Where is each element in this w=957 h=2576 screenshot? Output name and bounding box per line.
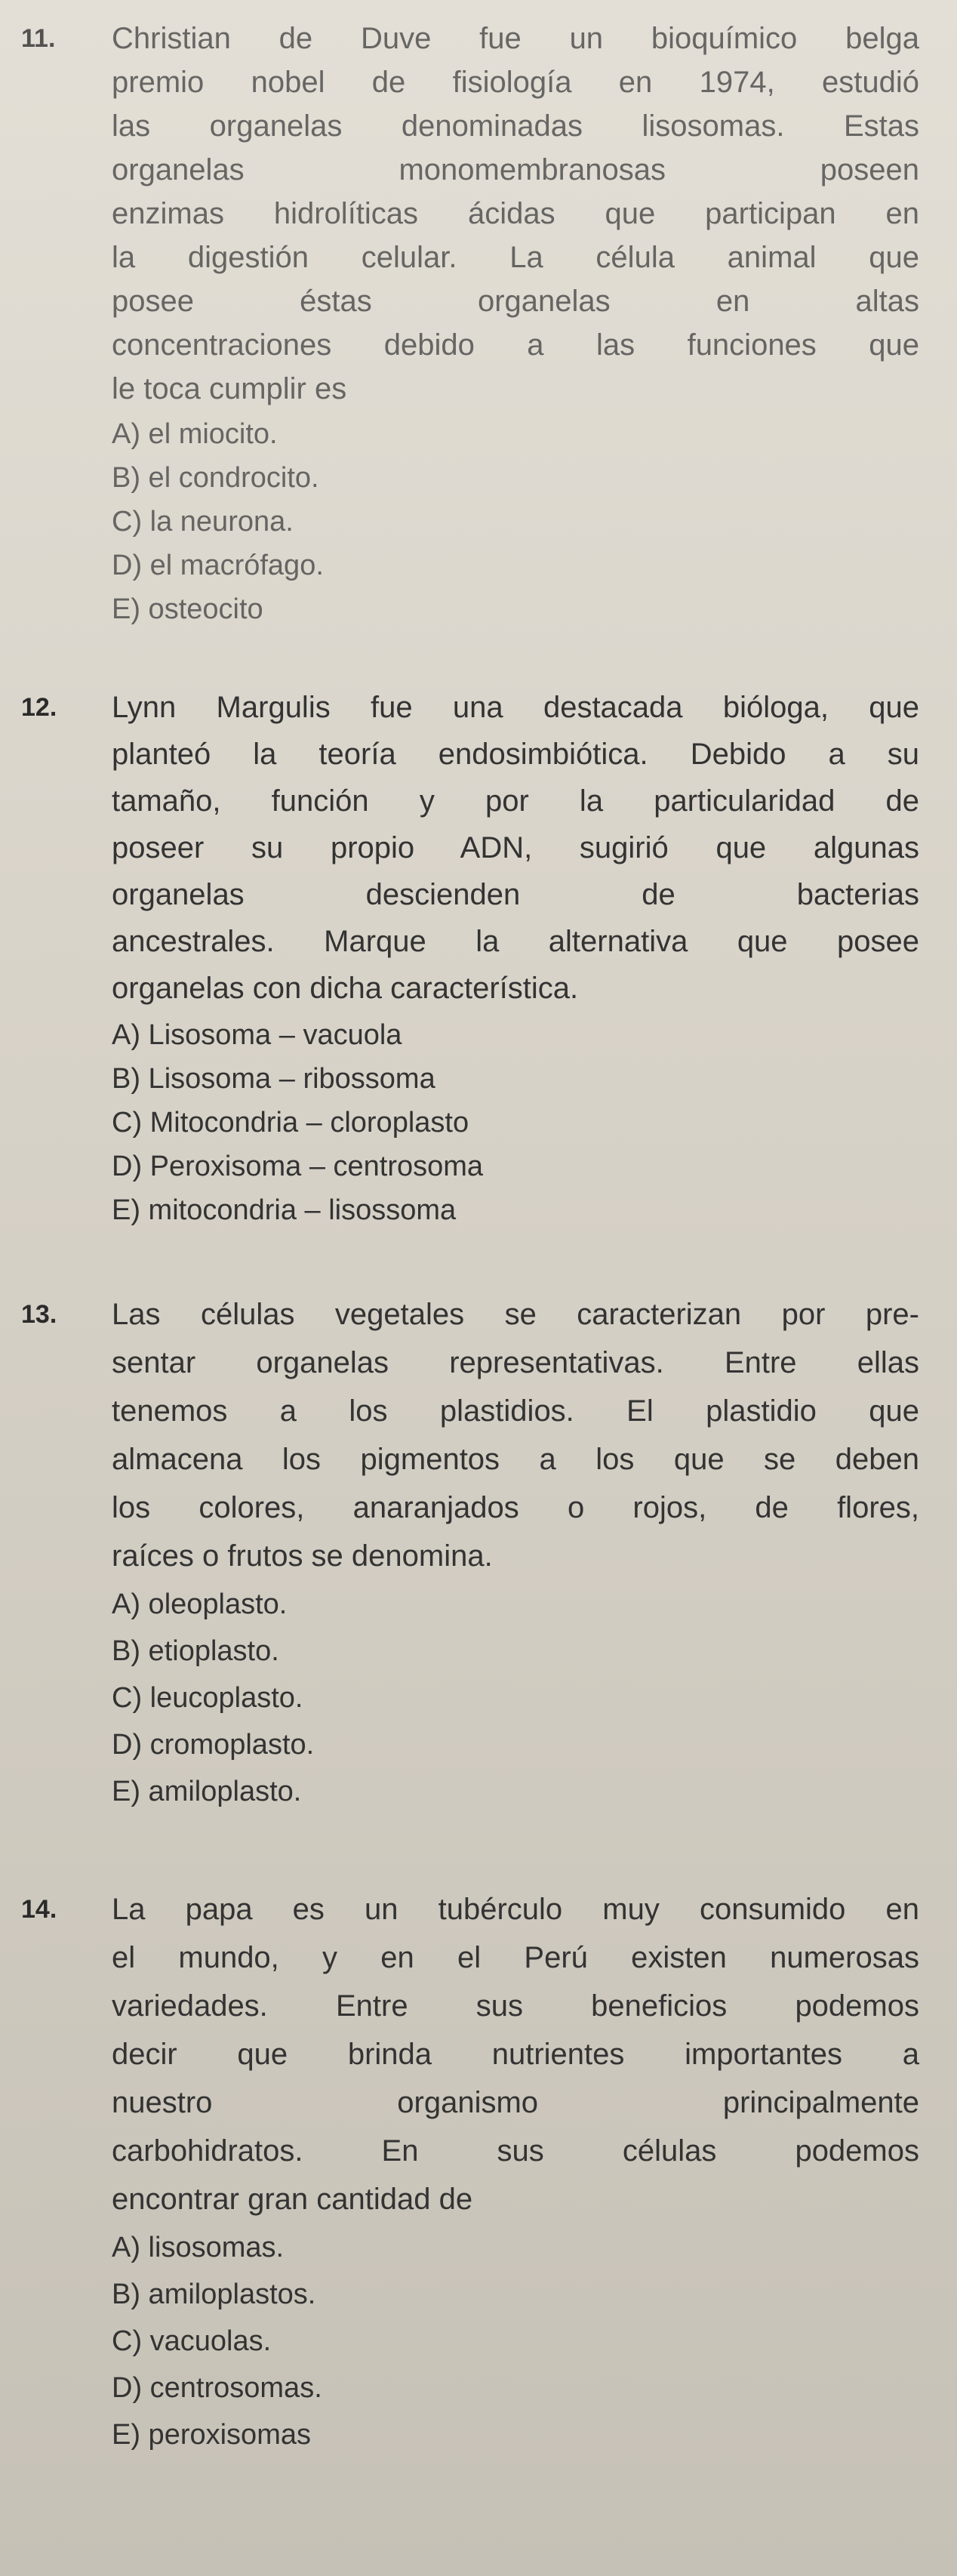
question-text-line: le toca cumplir es: [112, 372, 347, 405]
answer-option-e[interactable]: E) peroxisomas: [112, 2419, 311, 2451]
question-text-line: enzimas hidrolíticas ácidas que participan en: [112, 197, 919, 230]
question-text-line: Christian de Duve fue un bioquímico belga: [112, 22, 919, 55]
question-number: 12.: [21, 693, 57, 722]
question-number: 11.: [21, 24, 56, 53]
answer-option-d[interactable]: D) Peroxisoma – centrosoma: [112, 1151, 484, 1182]
question-text-line: concentraciones debido a las funciones que: [112, 328, 919, 362]
question-text-line: raíces o frutos se denomina.: [112, 1539, 493, 1573]
answer-option-c[interactable]: C) leucoplasto.: [112, 1682, 303, 1714]
question-text-line: tamaño, función y por la particularidad de: [112, 784, 919, 818]
question-text-line: los colores, anaranjados o rojos, de flores,: [112, 1491, 919, 1524]
question-text-line: Las células vegetales se caracterizan por pre-: [112, 1298, 919, 1331]
answer-option-c[interactable]: C) la neurona.: [112, 506, 294, 538]
answer-option-b[interactable]: B) Lisosoma – ribossoma: [112, 1063, 435, 1095]
question-text-line: tenemos a los plastidios. El plastidio que: [112, 1394, 919, 1428]
question-text-line: encontrar gran cantidad de: [112, 2183, 473, 2216]
question-text-line: planteó la teoría endosimbiótica. Debido a su: [112, 738, 919, 771]
question-text-line: variedades. Entre sus beneficios podemos: [112, 1989, 919, 2023]
question-text-line: poseer su propio ADN, sugirió que algunas: [112, 831, 919, 864]
question-text-line: organelas monomembranosas poseen: [112, 153, 919, 186]
answer-option-e[interactable]: E) osteocito: [112, 593, 263, 625]
question-text-line: las organelas denominadas lisosomas. Estas: [112, 109, 919, 143]
answer-option-e[interactable]: E) mitocondria – lisossoma: [112, 1194, 457, 1226]
question-text-line: nuestro organismo principalmente: [112, 2086, 919, 2119]
question-text-line: la digestión celular. La célula animal que: [112, 241, 919, 274]
question-text-line: Lynn Margulis fue una destacada bióloga, que: [112, 691, 919, 724]
question-text-line: almacena los pigmentos a los que se deben: [112, 1443, 919, 1476]
question-text-line: ancestrales. Marque la alternativa que posee: [112, 925, 919, 958]
answer-option-e[interactable]: E) amiloplasto.: [112, 1776, 302, 1807]
answer-option-d[interactable]: D) centrosomas.: [112, 2372, 322, 2404]
answer-option-d[interactable]: D) cromoplasto.: [112, 1729, 315, 1761]
question-text-line: decir que brinda nutrientes importantes a: [112, 2038, 919, 2071]
question-number: 14.: [21, 1895, 57, 1924]
answer-option-d[interactable]: D) el macrófago.: [112, 550, 324, 581]
answer-option-a[interactable]: A) el miocito.: [112, 418, 278, 450]
answer-option-b[interactable]: B) el condrocito.: [112, 462, 319, 494]
answer-option-a[interactable]: A) lisosomas.: [112, 2232, 285, 2263]
answer-option-c[interactable]: C) Mitocondria – cloroplasto: [112, 1107, 469, 1139]
question-text-line: posee éstas organelas en altas: [112, 285, 919, 318]
answer-option-b[interactable]: B) amiloplastos.: [112, 2279, 316, 2310]
question-text-line: sentar organelas representativas. Entre ellas: [112, 1346, 919, 1379]
answer-option-a[interactable]: A) oleoplasto.: [112, 1588, 288, 1620]
question-text-line: carbohidratos. En sus células podemos: [112, 2134, 919, 2168]
answer-option-a[interactable]: A) Lisosoma – vacuola: [112, 1019, 402, 1051]
question-text-line: organelas descienden de bacterias: [112, 878, 919, 911]
question-number: 13.: [21, 1300, 57, 1329]
answer-option-c[interactable]: C) vacuolas.: [112, 2325, 272, 2357]
question-text-line: La papa es un tubérculo muy consumido en: [112, 1893, 919, 1926]
answer-option-b[interactable]: B) etioplasto.: [112, 1635, 279, 1667]
question-text-line: premio nobel de fisiología en 1974, estudió: [112, 66, 919, 99]
question-text-line: organelas con dicha característica.: [112, 972, 579, 1005]
question-text-line: el mundo, y en el Perú existen numerosas: [112, 1941, 919, 1974]
